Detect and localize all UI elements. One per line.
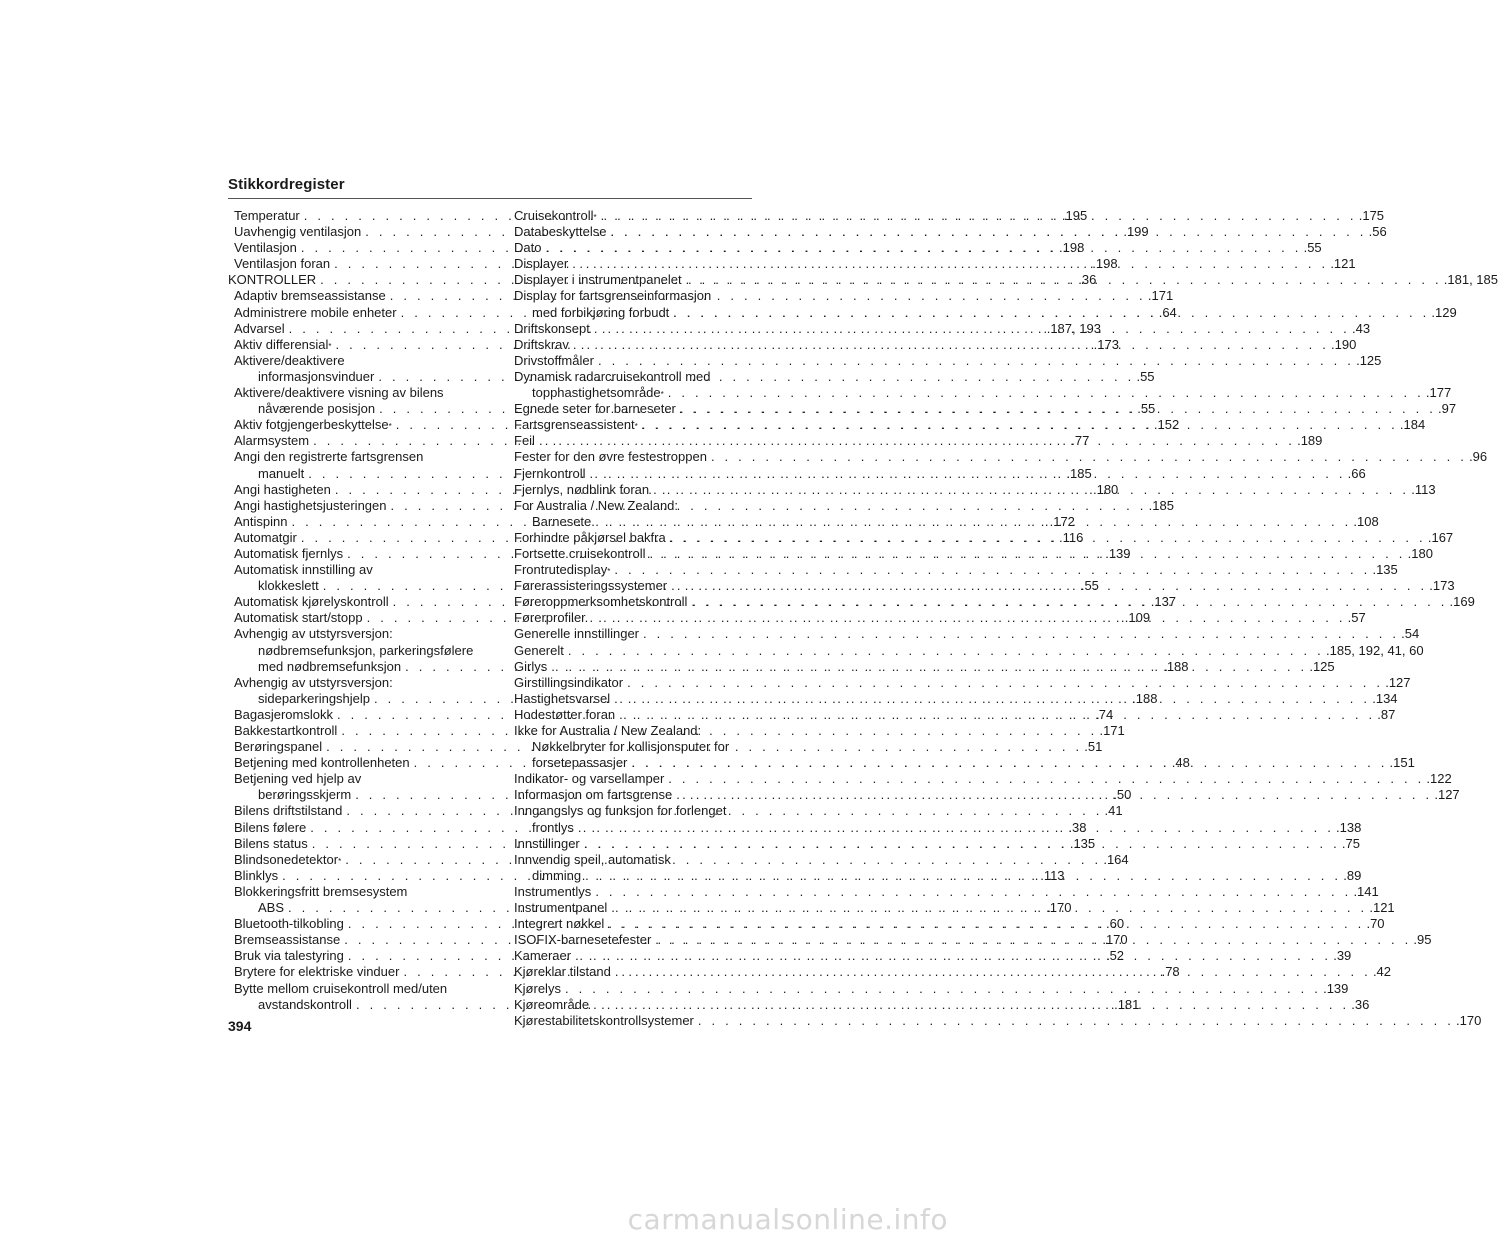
header-rule (228, 198, 752, 199)
dot-leader (391, 498, 1147, 514)
index-term: Generelt (514, 642, 564, 658)
index-term: Føreroppmerksomhetskontroll (514, 594, 688, 610)
dot-leader (601, 208, 1357, 224)
index-term: Informasjon om fartsgrense (514, 787, 673, 803)
dot-leader (673, 305, 1429, 321)
page-reference: .171 (1099, 723, 1125, 738)
index-term: Uavhengig ventilasjon (234, 224, 362, 240)
index-term: Innvendig speil, automatisk (514, 851, 671, 867)
dot-leader (643, 626, 1399, 642)
page-reference: .170 (1046, 900, 1072, 916)
page-reference: .41 (1104, 803, 1123, 819)
dot-leader (598, 353, 1354, 369)
page-reference: .113 (1040, 867, 1065, 883)
page-reference: .48 (1171, 755, 1190, 771)
page-reference: .55 (1303, 240, 1322, 256)
index-term: Advarsel (234, 320, 285, 336)
page-reference: .122 (1426, 771, 1452, 787)
index-term: Automatisk innstilling av (234, 562, 373, 578)
index-term: Feil (514, 433, 535, 449)
dot-leader (670, 530, 1426, 546)
index-term: Nøkkelbryter for kollisjonsputer for (532, 739, 730, 755)
dot-leader (595, 884, 1351, 900)
page-reference: .108 (1353, 513, 1379, 529)
index-term: Generelle innstillinger (514, 626, 640, 642)
index-term: Aktivere/deaktivere (234, 352, 345, 368)
index-entry (514, 980, 1349, 997)
index-term: Egnede seter for barneseter (514, 401, 676, 417)
index-term: Ventilasjon (234, 240, 297, 256)
index-term: Automatgir (234, 529, 297, 545)
page-reference: .170 (1102, 932, 1128, 948)
page-reference: .113 (1411, 481, 1436, 497)
page-reference: .36 (1351, 996, 1370, 1012)
index-term: ISOFIX-barnesetefester (514, 932, 652, 948)
index-entry: Blindsonedetektor * . . . .164 (228, 852, 472, 868)
index-term: Aktivere/deaktivere visning av bilens (234, 385, 444, 401)
index-term: dimming (532, 867, 582, 883)
dot-leader (584, 836, 1340, 852)
dot-leader (594, 321, 1350, 337)
index-term: Blokkeringsfritt bremsesystem (234, 883, 408, 899)
dot-leader (615, 964, 1371, 980)
page-reference: .151 (1389, 755, 1415, 771)
page-reference: .180 (1092, 481, 1119, 497)
index-term: Angi hastighetsjusteringen (234, 497, 387, 513)
page-reference: .121 (1369, 900, 1395, 916)
dot-leader (575, 948, 1331, 964)
page-reference: .173 (1093, 336, 1119, 352)
index-term: Instrumentlys (514, 883, 592, 899)
page-reference: .129 (1431, 304, 1457, 320)
dot-leader (655, 932, 1411, 948)
dot-leader (691, 594, 1447, 610)
page-reference: .135 (1069, 835, 1096, 851)
index-entry (514, 771, 1452, 787)
index-term: Cruisekontroll (514, 208, 594, 223)
dot-leader (608, 916, 1364, 932)
index-term: sideparkeringshjelp (258, 690, 371, 706)
page-reference: .137 (1150, 594, 1177, 610)
index-entry (514, 449, 1488, 465)
page-reference: .51 (1084, 739, 1103, 755)
page-reference: .57 (1347, 610, 1366, 626)
index-term: Instrumentpanel (514, 900, 608, 916)
page-reference: .184 (1399, 417, 1426, 433)
watermark: carmanualsonline.info (627, 1203, 948, 1236)
page-number: 394 (228, 1018, 252, 1034)
index-term: Blindsonedetektor (234, 851, 339, 867)
index-term: Adaptiv bremseassistanse (234, 288, 386, 304)
index-term: Automatisk kjørelyskontroll (234, 594, 389, 610)
page-reference: .78 (1161, 964, 1180, 980)
dot-leader (390, 288, 1146, 304)
index-term: Kjørestabilitetskontrollsystemer (514, 1012, 694, 1028)
dot-leader (539, 433, 1295, 449)
index-entry (514, 674, 1411, 691)
page-reference: .181 (1114, 996, 1140, 1012)
index-term: Driftskonsept (514, 320, 590, 336)
page-reference: .42 (1372, 964, 1392, 980)
page-reference: .36 (1078, 272, 1097, 288)
dot-leader (585, 868, 1341, 884)
page-reference: .138 (1336, 819, 1362, 835)
page-reference: .181, 185 (1443, 272, 1498, 288)
page-reference: .169 (1449, 594, 1475, 610)
page-reference: .64 (1158, 304, 1177, 320)
index-term: Drivstoffmåler (514, 352, 594, 368)
dot-leader (668, 771, 1424, 787)
page-reference: .167 (1427, 529, 1454, 545)
index-term: Hodestøtter foran (514, 706, 616, 722)
index-term: Hastighetsvarsel (514, 690, 611, 706)
page-reference: .38 (1068, 819, 1087, 835)
index-entry (514, 883, 1379, 900)
index-term: nåværende posisjon (258, 401, 376, 417)
page-reference: .55 (1136, 368, 1155, 384)
index-entry: Frontrutedisplay * . . . .135 (514, 562, 752, 578)
index-term: Blinklys (234, 867, 279, 883)
index-term: Automatisk start/stopp (234, 610, 363, 626)
page-reference: .87 (1377, 706, 1396, 722)
page-title: Stikkordregister (228, 176, 345, 193)
dot-leader (680, 401, 1436, 417)
index-term: Bruk via talestyring (234, 948, 344, 964)
index-term: manuelt (258, 465, 305, 481)
page-reference: .77 (1071, 433, 1090, 449)
page-reference: .56 (1368, 224, 1387, 240)
page-reference: .152 (1153, 417, 1180, 433)
index-entry: Cruisekontroll * . . . .175 (514, 208, 752, 224)
index-entry: Dynamisk radarcruisekontroll med topphastighetsområde * . . . .177 (514, 369, 752, 401)
index-term: Frontrutedisplay (514, 562, 608, 578)
index-term: Ventilasjon foran (234, 256, 331, 272)
index-term: Førerprofiler (514, 610, 586, 626)
index-term: Displayer (514, 256, 569, 272)
dot-leader (631, 755, 1387, 771)
index-term: Fester for den øvre festestroppen (514, 449, 707, 465)
index-term: Driftskrav (514, 336, 569, 352)
index-term: Dato (514, 240, 542, 256)
page-reference: .171 (1147, 288, 1174, 304)
index-term: Fortsette cruisekontroll (514, 545, 646, 561)
index-term: Kjørelys (514, 980, 561, 996)
index-term: Aktiv fotgjengerbeskyttelse (234, 417, 389, 433)
dot-leader (565, 981, 1321, 997)
index-term: Fartsgrenseassistent (514, 417, 635, 433)
page-reference: .195 (1061, 208, 1088, 223)
page-reference: .125 (1356, 352, 1382, 368)
index-term: topphastighetsområde (532, 385, 661, 401)
index-term: nødbremsefunksjon, parkeringsfølere (258, 642, 474, 658)
index-term: Antispinn (234, 513, 288, 529)
page-reference: .139 (1323, 980, 1349, 996)
page-reference: .187, 193 (1046, 320, 1101, 336)
index-term: Bagasjeromslokk (234, 706, 333, 722)
page-reference: .190 (1331, 336, 1357, 352)
index-term: Inngangslys og funksjon for forlenget (514, 803, 727, 819)
dot-leader (568, 643, 1324, 659)
index-entry: Fartsgrenseassistent * . . . .184 (514, 417, 752, 433)
page-reference: .125 (1309, 658, 1335, 674)
index-entry (514, 352, 1382, 369)
index-term: Betjening med kontrollenheten (234, 755, 410, 771)
page-reference: .74 (1095, 706, 1114, 722)
page-reference: .173 (1429, 578, 1455, 594)
page-reference: .66 (1347, 465, 1366, 481)
dot-leader (590, 466, 1346, 482)
index-term: Girstillingsindikator (514, 674, 624, 690)
index-term: Bluetooth-tilkobling (234, 916, 344, 932)
index-term: Kjøreklar tilstand (514, 964, 611, 980)
page-reference: .43 (1352, 320, 1371, 336)
page-reference: .89 (1343, 867, 1362, 883)
page-reference: .70 (1366, 916, 1385, 932)
page-reference: .116 (1059, 529, 1084, 545)
index-term: Temperatur (234, 208, 300, 223)
index-term: Fjernlys, nødblink foran (514, 481, 650, 497)
page-reference: .55 (1080, 578, 1099, 594)
page-reference: .141 (1353, 883, 1379, 899)
page-reference: .39 (1333, 948, 1352, 964)
page-reference: .177 (1425, 385, 1452, 401)
page-reference: .198 (1059, 240, 1085, 256)
page-reference: .55 (1137, 401, 1156, 417)
dot-leader (551, 659, 1307, 675)
page-reference: .188 (1132, 690, 1158, 706)
dot-leader (545, 240, 1301, 256)
page-reference: .96 (1469, 449, 1488, 465)
page-reference: .170 (1456, 1012, 1482, 1028)
dot-leader (578, 820, 1334, 836)
page-reference: .185 (1148, 497, 1174, 513)
page-reference: .135 (1372, 562, 1398, 578)
dot-leader (611, 224, 1367, 240)
dot-leader (676, 787, 1432, 803)
index-term: Kameraer (514, 948, 572, 964)
index-term: Innstillinger (514, 835, 580, 851)
index-term: Barnesete (532, 513, 592, 529)
dot-leader (650, 546, 1406, 562)
page-reference: .60 (1105, 916, 1125, 932)
index-term: Alarmsystem (234, 433, 310, 449)
dot-leader (686, 272, 1442, 288)
dot-leader (614, 691, 1370, 707)
index-term: Ikke for Australia / New Zealand: (514, 723, 702, 738)
page-reference: .189 (1297, 433, 1323, 449)
index-term: Forhindre påkjørsel bakfra (514, 529, 666, 545)
index-entry (514, 1012, 1482, 1029)
page-reference: .198 (1092, 256, 1118, 272)
dot-leader (671, 578, 1427, 594)
index-term: informasjonsvinduer (258, 368, 375, 384)
index-term: Automatisk fjernlys (234, 545, 344, 561)
index-term: berøringsskjerm (258, 787, 352, 803)
dot-leader (619, 707, 1375, 723)
index-term: For Australia / New Zealand: (514, 497, 679, 513)
index-term: Fjernkontroll (514, 465, 586, 481)
dot-leader (573, 337, 1329, 353)
index-entry: Aktiv differensial * . . . .173 (228, 337, 472, 353)
page-reference: .180 (1407, 545, 1433, 561)
index-entry: Aktiv fotgjengerbeskyttelse * . . . .152 (228, 417, 472, 433)
page-reference: .139 (1105, 545, 1131, 561)
index-term: Girlys (514, 658, 548, 674)
page-reference: .121 (1330, 256, 1356, 272)
index-term: Aktiv differensial (234, 336, 329, 352)
index-term: Bytte mellom cruisekontroll med/uten (234, 980, 448, 996)
page-reference: .199 (1123, 224, 1149, 240)
dot-leader (627, 675, 1383, 691)
dot-leader (595, 514, 1351, 530)
index-term: Kjøreområde (514, 996, 590, 1012)
page-reference: .185 (1066, 465, 1092, 481)
index-term: avstandskontroll (258, 996, 352, 1012)
index-entry (514, 642, 1424, 659)
index-term: Administrere mobile enheter (234, 304, 397, 320)
index-term: Angi den registrerte fartsgrensen (234, 449, 424, 465)
dot-leader (668, 385, 1424, 401)
index-term: Display for fartsgrenseinformasjon (514, 288, 712, 304)
index-term: Indikator- og varsellamper (514, 771, 665, 787)
page-reference: .188 (1163, 658, 1189, 674)
index-entry (514, 626, 1420, 642)
index-term: Displayer i instrumentpanelet (514, 272, 682, 288)
index-term: KONTROLLER (228, 272, 317, 288)
dot-leader (711, 449, 1467, 465)
page-reference: .50 (1113, 787, 1132, 803)
page-reference: .75 (1341, 835, 1360, 851)
index-term: forsetepassasjer (532, 755, 628, 771)
page-reference: .127 (1385, 674, 1411, 690)
dot-leader (611, 900, 1367, 916)
index-term: frontlys (532, 819, 574, 835)
index-term: Avhengig av utstyrsversjon: (234, 626, 393, 642)
page-reference: .109 (1124, 610, 1151, 626)
index-term: med forbikjøring forbudt (532, 304, 670, 320)
dot-leader (378, 369, 1134, 385)
index-term: ABS (258, 900, 285, 916)
page-reference: .52 (1105, 948, 1125, 964)
page-reference: .164 (1103, 851, 1129, 867)
page-reference: .95 (1413, 932, 1432, 948)
dot-leader (590, 610, 1346, 626)
dot-leader (593, 997, 1349, 1013)
index-term: Førerassisteringssystemer (514, 578, 668, 594)
page-reference: .185, 192, 41, 60 (1326, 642, 1424, 658)
index-term: Avhengig av utstyrsversjon: (234, 674, 393, 690)
dot-leader (614, 562, 1370, 578)
dot-leader (572, 256, 1328, 272)
index-term: Bilens følere (234, 819, 307, 835)
index-term: med nødbremsefunksjon (258, 658, 402, 674)
index-term: Bilens status (234, 835, 308, 851)
dot-leader (653, 482, 1409, 498)
page-reference: .127 (1434, 787, 1460, 803)
page-reference: .54 (1401, 626, 1420, 642)
index-term: Bakkestartkontroll (234, 723, 338, 738)
page-reference: .97 (1438, 401, 1457, 417)
index-term: Betjening ved hjelp av (234, 771, 362, 787)
index-term: klokkeslett (258, 578, 319, 594)
index-term: Dynamisk radarcruisekontroll med (514, 368, 711, 384)
dot-leader (642, 417, 1398, 433)
page-reference: .175 (1358, 208, 1385, 223)
index-term: Bremseassistanse (234, 932, 341, 948)
index-term: Bilens driftstilstand (234, 803, 343, 819)
page-reference: .134 (1372, 690, 1398, 706)
index-term: Berøringspanel (234, 739, 323, 755)
index-term: Brytere for elektriske vinduer (234, 964, 400, 980)
index-term: Integrert nøkkel (514, 916, 605, 932)
page-reference: .172 (1049, 513, 1075, 529)
index-term: Angi hastigheten (234, 481, 331, 497)
dot-leader (698, 1013, 1454, 1029)
index-term: Databeskyttelse (514, 224, 607, 240)
